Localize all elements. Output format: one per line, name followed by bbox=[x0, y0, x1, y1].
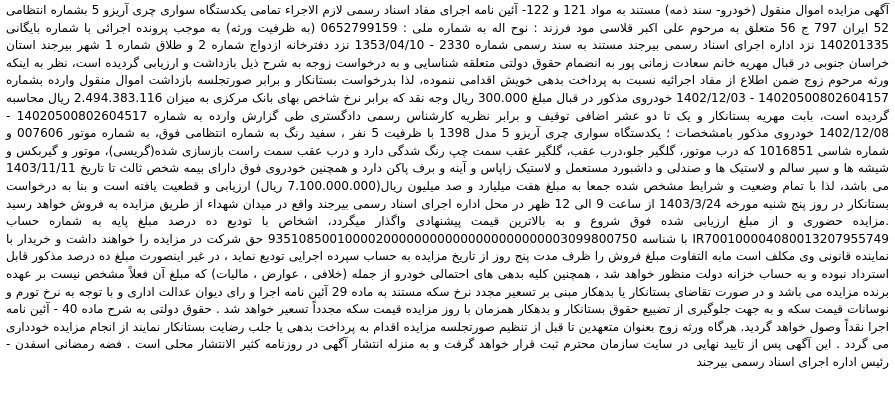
auction-notice-text: آگهی مزایده اموال منقول (خودرو- سند ذمه) مستند به مواد 121 و 122- آئین نامه اجرای مفاد اسناد رسمی لازم الاجراء تمامی یکدستگاه سواری چری آریزو 5 بشماره انتظامی 52 ایران 797 ج 56 متعلق به مرحوم علی اکبر قلاسی مود فرزند : نوح اله به شماره ملی : 0652799159 (به ظرفیت ورثه) به موجب پرونده اجرائی با شماره بایگانی 140201335 نزد اداره اجرای اسناد رسمی بیرجند مستند به سند رسمی شماره 2330 - 1353/04/10 نزد دفترخانه ازدواج شماره 2 و طلاق شماره 1 شهر بیرجند استان خراسان جنوبی در قبال مهریه خانم سعادت زمانی پور به انضمام حقوق دولتی متعلقه شناسایی و به درخواست زوجه به شرح ذیل بازداشت و ارزیابی گردیده است، نظر به اینکه ورثه مرحوم زوج ضمن اطلاع از مفاد اجرائیه نسبت به پرداخت بدهی خویش اقدامی ننموده، لذا بدرخواست بستانکار و برابر صورتجلسه بازداشت اموال منقول وارده بشماره 14020500802604157 - 1402/12/03 خودروی مذکور در قبال مبلغ 300.000 ریال وجه نقد که برابر نرخ شاخص بهای بانک مرکزی به میزان 2.494.383.116 ریال محاسبه گردیده است، بابت مهریه بستانکار و یک تا دو عشر اضافی توقیف و برابر نظریه کارشناس رسمی دادگستری طی گزارش وارده به شماره 14020500802604517 - 1402/12/08 خودروی مذکور بامشخصات ؛ یکدستگاه سواری چری آریزو 5 مدل 1398 با ظرفیت 5 نفر ، سفید رنگ به شماره انتظامی فوق، به شماره موتور 007606 و شماره شاسی 1016851 که درب موتور، گلگیر جلو،درب عقب، گلگیر عقب سمت چپ رنگ شدگی دارد و درب عقب سمت راست بازسازی شده(گریسی)، موتور و گیربکس و شیشه ها و سپر سالم و لاستیک ها و صندلی و داشبورد مستعمل و لاستیک زاپاس و آینه و برف پاکن دارد و همچنین خودروی فوق دارای بیمه شخص ثالث تا تاریخ 1403/11/11 می باشد، لذا با تمام وضعیت و شرایط مشخص شده جمعا به مبلغ هفت میلیارد و صد میلیون ریال(7.100.000.000 ریال) ارزیابی و قطعیت یافته است و بنا به درخواست بستانکار در روز پنج شنبه مورخه 1403/3/24 از ساعت 9 الی 12 ظهر در محل اداره اجرای اسناد رسمی بیرجند واقع در میدان شهداء از طریق مزایده به فروش خواهد رسید .مزایده حضوری و از مبلغ ارزیابی شده فوق شروع و به بالاترین قیمت پیشنهادی واگذار میگردد، اشخاص با تودیع ده درصد مبلغ پایه به شماره حساب IR700100004080013207955749 با شناسه 935108500100002000000000000000000000003099800750 حق شرکت در مزایده را خواهند داشت و خریدار با نماینده قانونی وی مکلف است مابه التفاوت مبلغ فروش را ظرف مدت پنج روز از تاریخ مزایده به حساب سپرده اجرایی تودیع نماید ، در غیر اینصورت مبلغ ده درصد مذکور قابل استرداد نبوده و به حساب خزانه دولت منظور خواهد شد ، همچنین کلیه بدهی های احتمالی خودرو از جمله (خلافی ، عوارض ، مالیات) که مبلغ آن فعلاً مشخص نیست بر عهده برنده مزایده می باشد و در صورت تقاضای بستانکار یا بدهکار مبنی بر تسعیر مجدد نرخ سکه مستند به ماده 29 آئین نامه اجرا و رای دیوان عدالت اداری و با توجه به نرخ تورم و نوسانات قیمت سکه و به جهت جلوگیری از تضییع حقوق بستانکار و بدهکار همزمان با روز مزایده قیمت سکه مجدداً تسعیر خواهد شد . حقوق دولتی به شرح ماده 40 - آئین نامه اجرا نقداً وصول خواهد گردید. هرگاه ورثه زوج بعنوان متعهدین تا قبل از تنظیم صورتجلسه مزایده اقدام به پرداخت بدهی یا جلب رضایت بستانکار نمایند از انجام مزایده خودداری می گردد . این آگهی پس از تایید نهایی در سایت سازمان محترم ثبت قرار خواهد گرفت و به منزله انتشار آگهی در روزنامه کثیر الانتشار محلی است . فضه رمضانی اسفدن - رئیس اداره اجرای اسناد رسمی بیرجند bbox=[6, 3, 890, 369]
